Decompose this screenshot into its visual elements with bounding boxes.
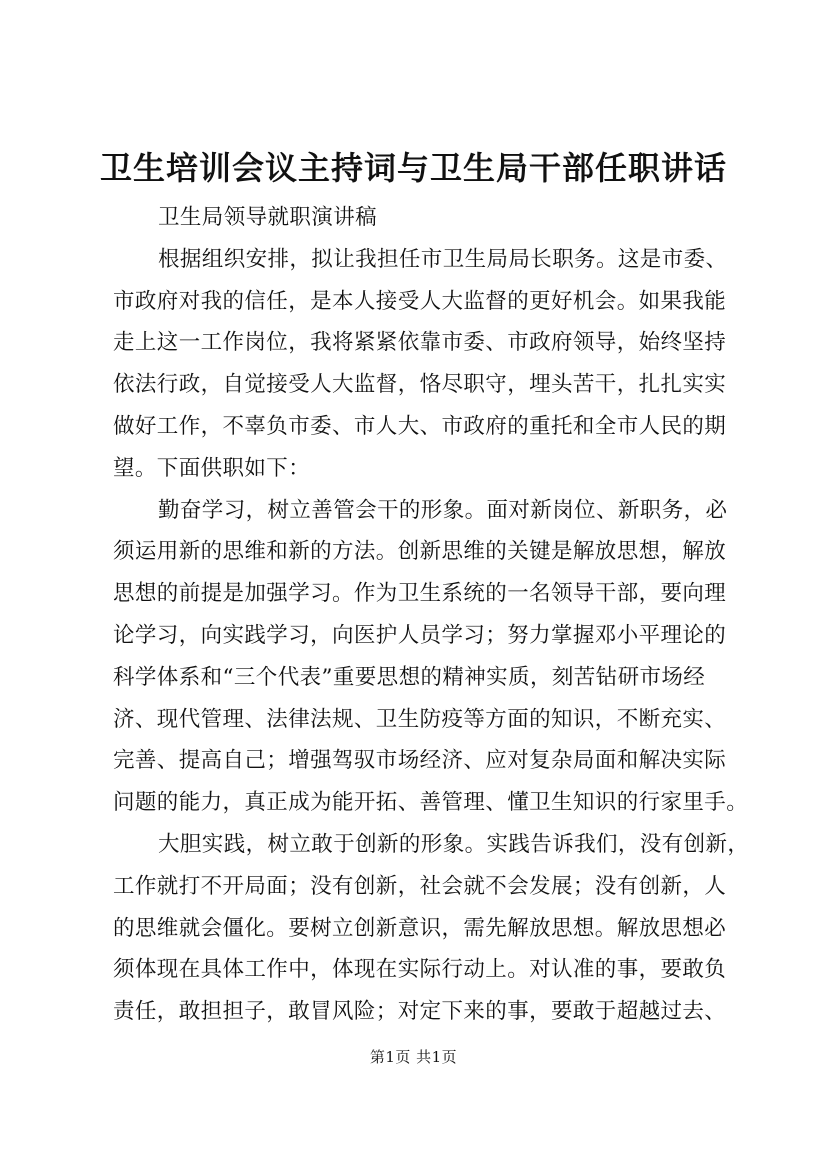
text-line: 做好工作，不辜负市委、市人大、市政府的重托和全市人民的期 [113,413,727,439]
text-line: 卫生局领导就职演讲稿 [158,205,378,230]
page-indicator: 第1页 共1页 [369,1048,458,1066]
text-line: 望。下面供职如下： [113,455,311,481]
text-line: 大胆实践，树立敢于创新的形象。实践告诉我们，没有创新， [158,831,750,857]
text-line: 科学体系和“三个代表”重要思想的精神实质，刻苦钻研市场经 [113,664,706,690]
text-line: 济、现代管理、法律法规、卫生防疫等方面的知识，不断充实、 [113,706,727,732]
text-line: 思想的前提是加强学习。作为卫生系统的一名领导干部，要向理 [113,581,727,607]
text-line: 须运用新的思维和新的方法。创新思维的关键是解放思想，解放 [113,539,727,565]
document-title: 卫生培训会议主持词与卫生局干部任职讲话 [99,149,727,187]
document-body [113,197,750,1033]
text-line: 须体现在具体工作中，体现在实际行动上。对认准的事，要敢负 [113,957,727,983]
text-line: 走上这一工作岗位，我将紧紧依靠市委、市政府领导，始终坚持 [113,330,727,356]
text-line: 依法行政，自觉接受人大监督，恪尽职守，埋头苦干，扎扎实实 [113,372,727,398]
text-line: 责任，敢担担子，敢冒风险；对定下来的事，要敢于超越过去、 [113,999,727,1025]
text-line: 根据组织安排，拟让我担任市卫生局局长职务。这是市委、 [158,246,728,272]
text-line: 论学习，向实践学习，向医护人员学习；努力掌握邓小平理论的 [113,622,727,648]
text-line: 的思维就会僵化。要树立创新意识，需先解放思想。解放思想必 [113,915,727,941]
text-line: 问题的能力，真正成为能开拓、善管理、懂卫生知识的行家里手。 [113,790,749,816]
text-line: 完善、提高自己；增强驾驭市场经济、应对复杂局面和解决实际 [113,748,727,774]
text-line: 市政府对我的信任，是本人接受人大监督的更好机会。如果我能 [113,288,727,314]
text-line: 勤奋学习，树立善管会干的形象。面对新岗位、新职务，必 [158,497,728,523]
text-line: 工作就打不开局面；没有创新，社会就不会发展；没有创新，人 [113,873,727,899]
